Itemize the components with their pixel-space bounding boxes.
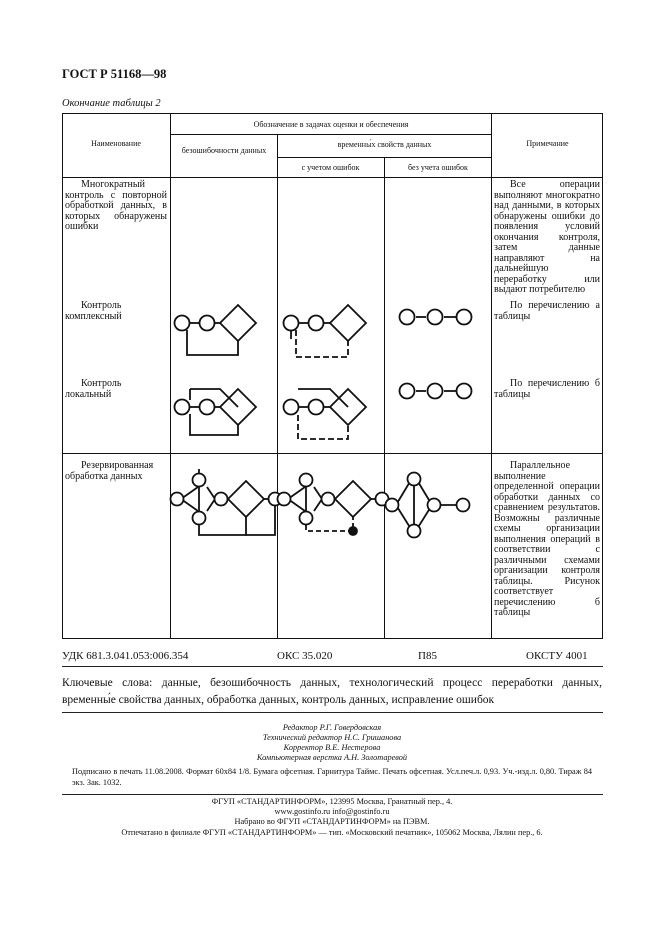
table-2 (62, 113, 603, 639)
row-1-name: Многократный контроль с повторной обработкой данных, в которых обнаружены ошибки (65, 179, 167, 232)
row-4-note: Параллельное выполнение определенной операции обработки данных со сравнением результатов. Возможны различные схемы организации выполнения операций в соответствии с различными схемами организации контроля таблицы. Рисунок соответствует перечислению б таблицы (494, 460, 600, 618)
udk: УДК 681.3.041.053:006.354 (62, 650, 189, 662)
diagram-local-without-errors (400, 384, 472, 399)
header-with-errors: с учетом ошибок (301, 163, 360, 172)
header-name: Наименование (91, 139, 141, 148)
keywords: Ключевые слова: данные, безошибочность данных, технологический процесс переработки данных, временны́е свойства данных, обработка данных, контроль данных, исправление ошибок (62, 677, 602, 706)
oks: ОКС 35.020 (277, 650, 333, 662)
p-code: П85 (418, 650, 437, 662)
row-3-note: По перечислению б таблицы (494, 378, 600, 400)
header-note: Примечание (526, 139, 569, 148)
table-caption: Окончание таблицы 2 (62, 98, 161, 109)
diagram-complex-with-errors (284, 305, 367, 357)
diagram-local-reliability (175, 389, 257, 435)
diagram-complex-reliability (175, 305, 257, 355)
diagram-local-with-errors (284, 389, 367, 439)
divider (62, 794, 603, 795)
divider (62, 712, 603, 713)
diagram-redundant-reliability (171, 469, 282, 535)
imprint-tech-editor: Технический редактор Н.С. Гришанова (262, 733, 402, 742)
row-2-name: Контроль комплексный (65, 300, 122, 322)
imprint-printed: Отпечатано в филиале ФГУП «СТАНДАРТИНФОРМ» — тип. «Московский печатник», 105062 Москва, Лялин пер., 6. (121, 828, 543, 837)
imprint-print-details: Подписано в печать 11.08.2008. Формат 60х84 1/8. Бумага офсетная. Гарнитура Таймс. Печать офсетная. Усл.печ.л. 0,93. Уч.-изд.л. 0,80. Тираж 84 экз. Зак. 1032. (72, 767, 592, 787)
row-2-note: По перечислению а таблицы (494, 300, 600, 322)
page-header: ГОСТ Р 51168—98 (62, 67, 167, 81)
imprint-layout: Компьютерная верстка А.Н. Золотаревой (256, 753, 408, 762)
imprint-editor: Редактор Р.Г. Говердовская (282, 723, 382, 732)
imprint-publisher: ФГУП «СТАНДАРТИНФОРМ», 123995 Москва, Гранатный пер., 4. (211, 797, 453, 806)
row-4-name: Резервированная обработка данных (65, 460, 154, 482)
row-1-note: Все операции выполняют многократно над данными, в которых обнаружены ошибки до появления условий окончания контроля, затем данные направляют на дальнейшую переработку или выдают потребителю (494, 179, 600, 295)
row-3-name: Контроль локальный (65, 378, 122, 400)
imprint-typeset: Набрано во ФГУП «СТАНДАРТИНФОРМ» на ПЭВМ. (234, 817, 430, 826)
imprint-web: www.gostinfo.ru info@gostinfo.ru (274, 807, 390, 816)
table-diagrams (62, 113, 603, 639)
imprint-corrector: Корректор В.Е. Нестерова (283, 743, 381, 752)
header-time-props: временны́х свойств данных (337, 140, 432, 149)
okstu: ОКСТУ 4001 (526, 650, 588, 662)
diagram-redundant-without-errors (386, 473, 470, 538)
header-group: Обозначение в задачах оценки и обеспечения (253, 120, 409, 129)
divider (62, 666, 603, 667)
diagram-complex-without-errors (400, 310, 472, 325)
header-reliability: безошибочности данных (181, 146, 267, 155)
header-without-errors: без учета ошибок (408, 163, 468, 172)
diagram-redundant-with-errors (278, 474, 389, 536)
